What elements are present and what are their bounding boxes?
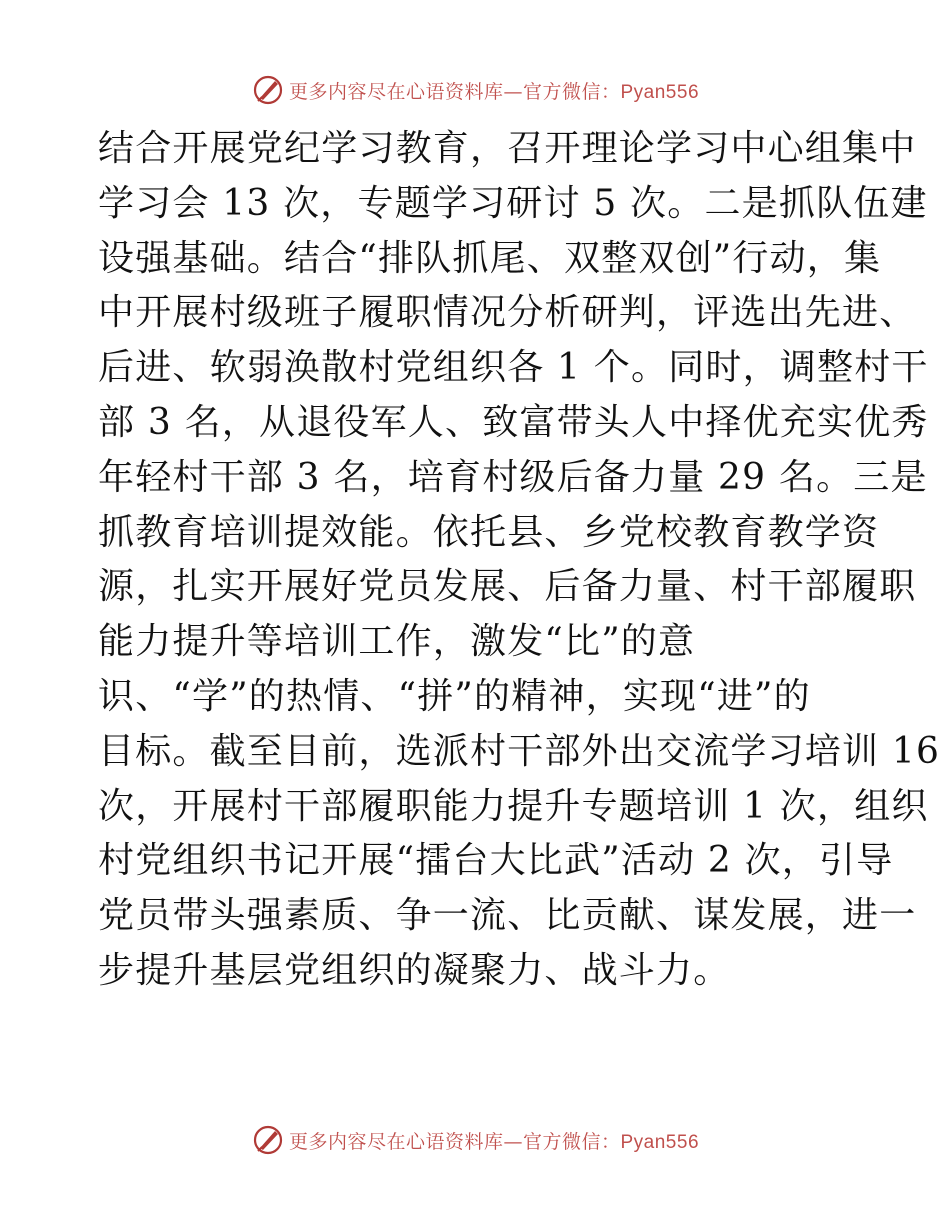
footer-banner [0,1120,950,1160]
text-line: 次，开展村干部履职能力提升专题培训 1 次，组织 [98,785,929,827]
text-line: 结合开展党纪学习教育，召开理论学习中心组集中 [98,128,917,169]
text-line: 部 3 名，从退役军人、致富带头人中择优充实优秀 [98,401,929,443]
banner-label: 更多内容尽在心语资料库—官方微信： [288,1130,621,1153]
text-line: 中开展村级班子履职情况分析研判，评选出先进、 [98,292,917,334]
banner-label: 更多内容尽在心语资料库—官方微信： [288,80,621,103]
quill-logo-icon [251,73,285,107]
banner-wechat-id: Pyan556 [620,1131,700,1153]
text-line: 党员带头强素质、争一流、比贡献、谋发展，进一 [98,895,917,937]
banner-text [289,77,699,104]
text-line: 学习会 13 次，专题学习研讨 5 次。二是抓队伍建 [98,182,928,224]
quill-logo-icon [251,1123,285,1157]
text-line: 步提升基层党组织的凝聚力、战斗力。 [98,949,731,991]
text-line: 后进、软弱涣散村党组织各 1 个。同时，调整村干 [98,347,929,389]
text-line: 能力提升等培训工作，激发“比”的意 [98,621,696,663]
body-text [98,122,941,999]
text-line: 设强基础。结合“排队抓尾、双整双创”行动，集 [98,237,882,279]
text-line: 目标。截至目前，选派村干部外出交流学习培训 16 [98,730,941,772]
text-line: 年轻村干部 3 名，培育村级后备力量 29 名。三是 [98,456,928,498]
banner-text [289,1127,699,1154]
header-banner [0,70,950,110]
text-line: 源，扎实开展好党员发展、后备力量、村干部履职 [98,566,917,608]
text-line: 村党组织书记开展“擂台大比武”活动 2 次，引导 [98,840,894,882]
banner-wechat-id: Pyan556 [620,81,700,103]
text-line: 抓教育培训提效能。依托县、乡党校教育教学资 [98,511,880,553]
text-line: 识、“学”的热情、“拼”的精神，实现“进”的 [98,675,811,717]
